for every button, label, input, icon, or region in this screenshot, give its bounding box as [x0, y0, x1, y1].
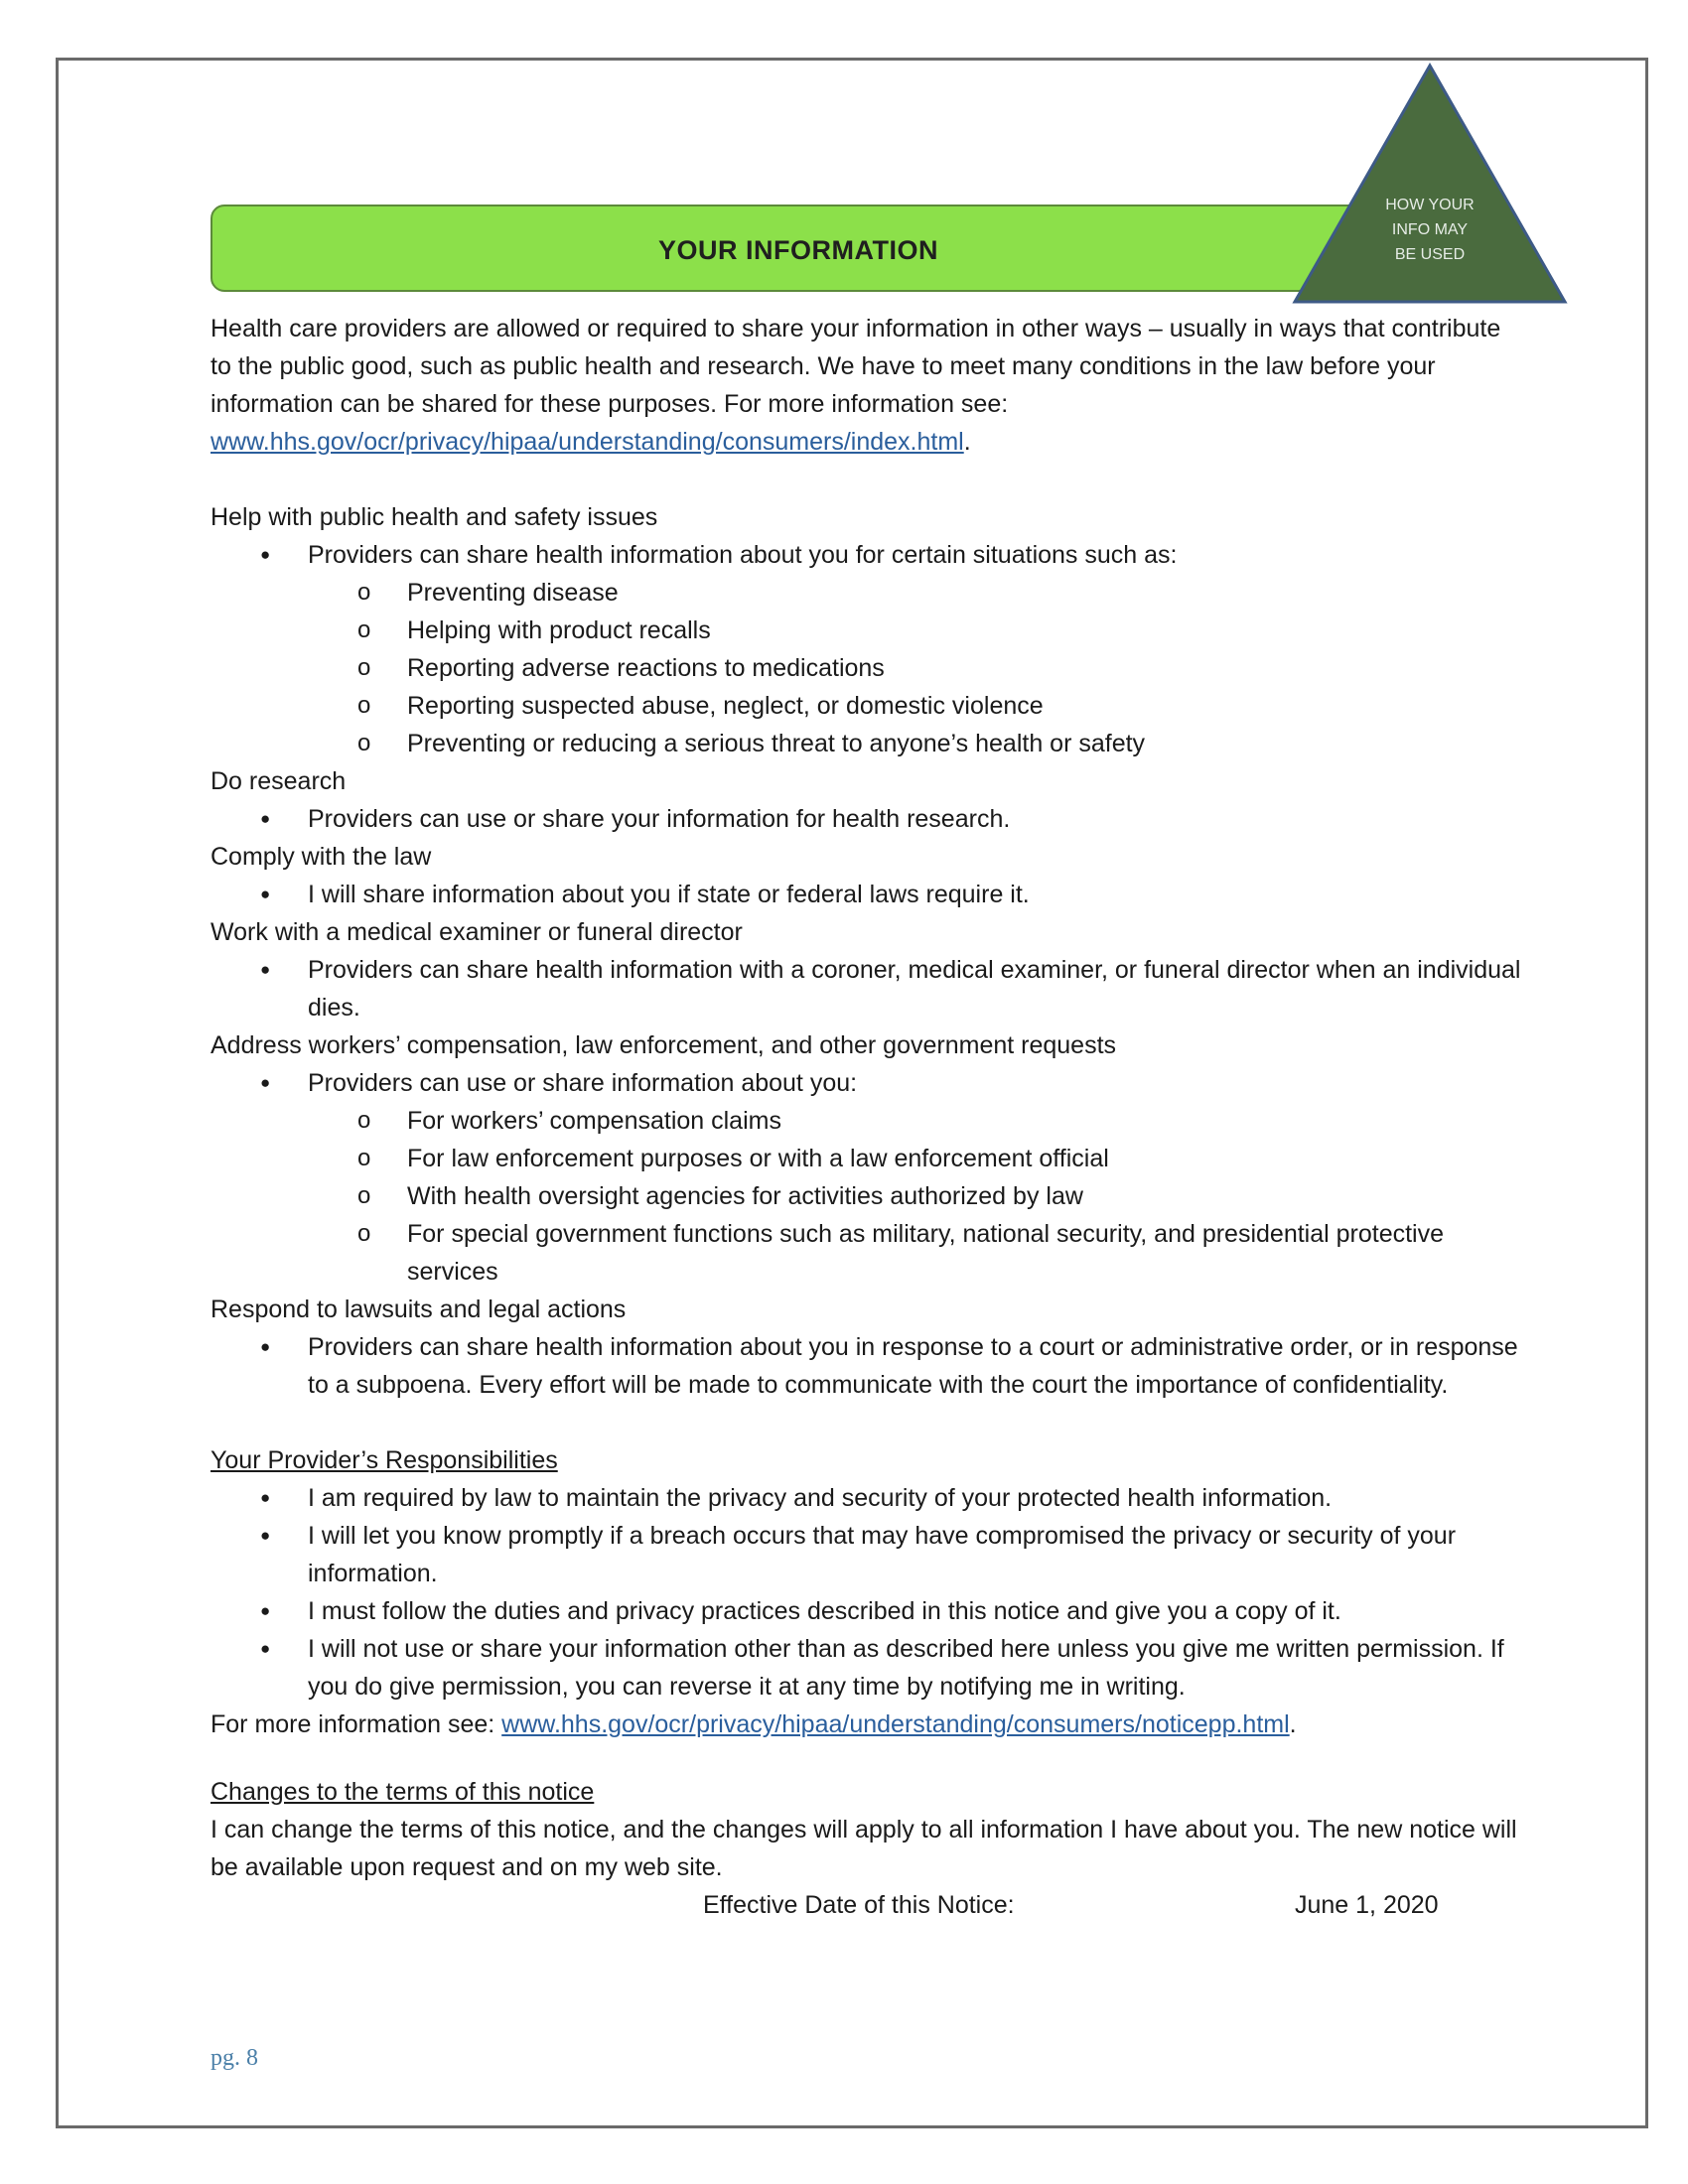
bullet-list: [211, 1064, 1521, 1291]
bullet-list: [211, 1328, 1521, 1404]
intro-paragraph: [211, 310, 1521, 461]
bullet-item: [211, 536, 1521, 762]
responsibility-item: ● I will not use or share your information other than as described here unless you give me written permission. If you do give permission, you can reverse it at any time by notifying me in writing.: [211, 1630, 1521, 1706]
spacer: [211, 461, 1521, 498]
responsibilities-heading: Your Provider’s Responsibilities: [211, 1446, 558, 1474]
sub-item: o For workers’ compensation claims: [308, 1102, 1521, 1140]
sub-item: o Reporting suspected abuse, neglect, or domestic violence: [308, 687, 1521, 725]
bullet-item: ● Providers can share health information with a coroner, medical examiner, or funeral director when an individual dies.: [211, 951, 1521, 1026]
effective-date-label: Effective Date of this Notice:: [703, 1891, 1015, 1919]
responsibility-item: ● I will let you know promptly if a breach occurs that may have compromised the privacy or security of your information.: [211, 1517, 1521, 1592]
spacer: [211, 1743, 1521, 1773]
more-info-line: [211, 1706, 1521, 1743]
bullet-item: ● Providers can use or share your information for health research.: [211, 800, 1521, 838]
spacer: [211, 1404, 1521, 1441]
sub-item: o Preventing disease: [308, 574, 1521, 612]
triangle-badge-icon: [1291, 62, 1569, 306]
banner-title: YOUR INFORMATION: [658, 234, 938, 265]
more-info-prefix: For more information see:: [211, 1710, 502, 1738]
notice-link[interactable]: www.hhs.gov/ocr/privacy/hipaa/understanding/consumers/noticepp.html: [501, 1710, 1290, 1738]
more-info-suffix: .: [1289, 1710, 1297, 1738]
sub-item: o Helping with product recalls: [308, 612, 1521, 649]
section-heading: Do research: [211, 767, 347, 795]
triangle-badge-text: [1360, 193, 1499, 267]
bullet-list: [211, 951, 1521, 1026]
bullet-list: [211, 800, 1521, 838]
responsibilities-list: [211, 1479, 1521, 1706]
section-heading: Help with public health and safety issues: [211, 503, 658, 531]
sub-item: o For special government functions such as military, national security, and presidential protective services: [308, 1215, 1521, 1291]
sub-list: [308, 1102, 1521, 1291]
sub-list: [308, 574, 1521, 762]
bullet-list: [211, 536, 1521, 762]
section-heading: Comply with the law: [211, 843, 432, 871]
sub-item: o With health oversight agencies for activities authorized by law: [308, 1177, 1521, 1215]
badge-line-2: INFO MAY: [1391, 221, 1469, 238]
bullet-item: ● I will share information about you if state or federal laws require it.: [211, 876, 1521, 913]
badge-line-3: BE USED: [1394, 246, 1466, 263]
sub-item: o Reporting adverse reactions to medications: [308, 649, 1521, 687]
section-heading: Address workers’ compensation, law enforcement, and other government requests: [211, 1031, 1117, 1059]
bullet-text: Providers can share health information about you for certain situations such as:: [308, 541, 1178, 569]
responsibility-item: ● I am required by law to maintain the privacy and security of your protected health information.: [211, 1479, 1521, 1517]
bullet-text: Providers can use or share information about you:: [308, 1069, 858, 1097]
section-banner: [211, 205, 1382, 292]
effective-date-value: June 1, 2020: [1295, 1891, 1439, 1919]
responsibility-item: ● I must follow the duties and privacy practices described in this notice and give you a copy of it.: [211, 1592, 1521, 1630]
badge-line-1: HOW YOUR: [1385, 197, 1475, 213]
intro-text: Health care providers are allowed or required to share your information in other ways – usually in ways that contribute to the public good, such as public health and research. We have to meet many conditions in the law before your information can be shared for these purposes. For more information see:: [211, 315, 1501, 418]
changes-text: I can change the terms of this notice, and the changes will apply to all information I have about you. The new notice will be available upon request and on my web site.: [211, 1816, 1517, 1881]
bullet-list: [211, 876, 1521, 913]
sub-item: o Preventing or reducing a serious threat to anyone’s health or safety: [308, 725, 1521, 762]
sub-item: o For law enforcement purposes or with a law enforcement official: [308, 1140, 1521, 1177]
page-number: pg. 8: [211, 2045, 258, 2071]
document-body: [211, 310, 1521, 1924]
bullet-item: [211, 1064, 1521, 1291]
bullet-item: ● Providers can share health information about you in response to a court or administrative order, or in response to a subpoena. Every effort will be made to communicate with the court the importance of confidentiality.: [211, 1328, 1521, 1404]
effective-date-row: [211, 1886, 1521, 1924]
intro-link-suffix: .: [963, 428, 971, 456]
section-heading: Work with a medical examiner or funeral director: [211, 918, 743, 946]
changes-heading: Changes to the terms of this notice: [211, 1778, 595, 1806]
intro-link[interactable]: www.hhs.gov/ocr/privacy/hipaa/understanding/consumers/index.html: [211, 428, 964, 456]
section-heading: Respond to lawsuits and legal actions: [211, 1296, 627, 1323]
